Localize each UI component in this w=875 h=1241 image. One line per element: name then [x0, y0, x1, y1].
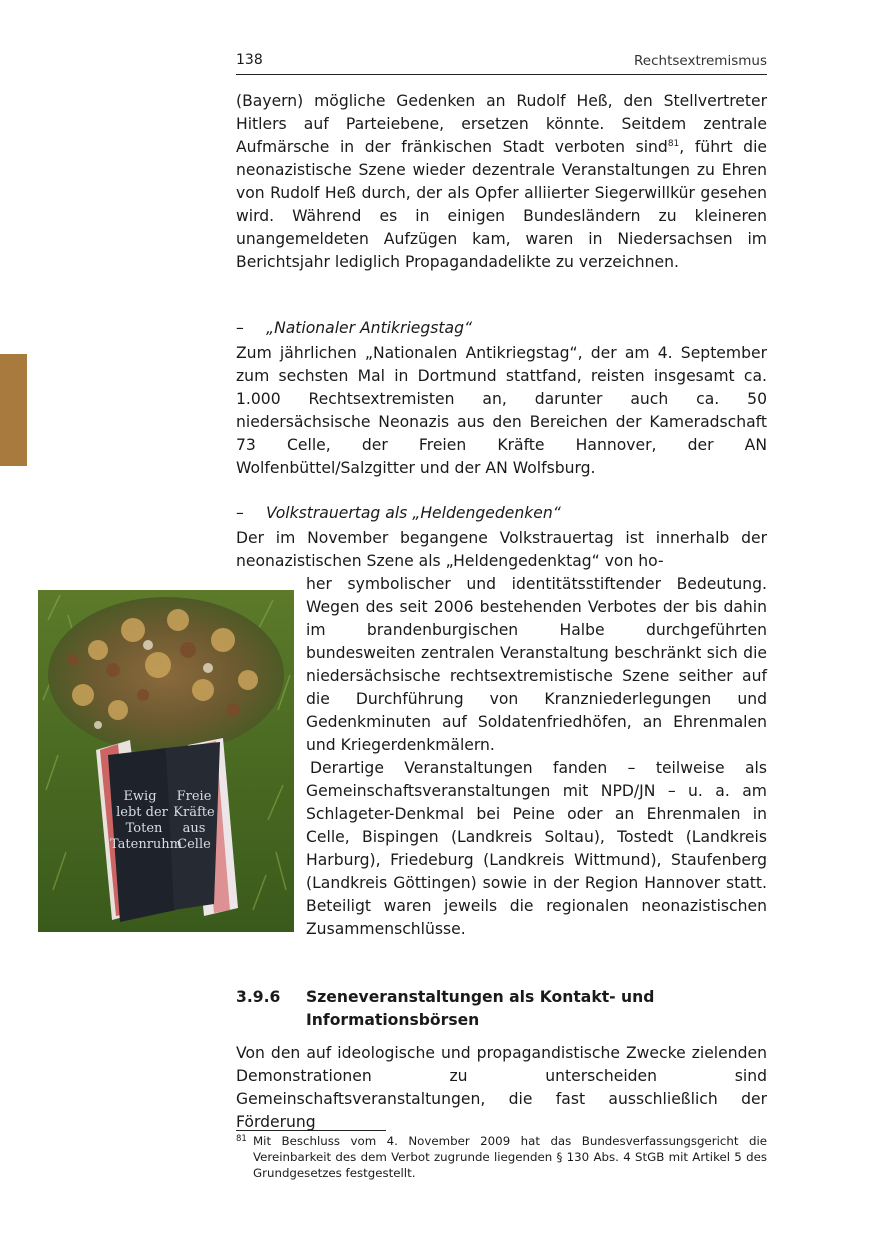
ribbon-left-line-1: Ewig [123, 789, 157, 804]
paragraph-volkstrauertag-wrap: her symbolischer und identitätsstiftender Bedeutung. Wegen des seit 2006 bestehenden Verbotes der bis dahin im brandenburgischen Halbe durchgeführten bundesweiten zentralen Veranstaltung beschränkt sich die niedersächsische rechtsextremistische Szene seither auf die Durchführung von Kranzniederlegungen und Gedenkminuten auf Soldatenfriedhöfen, an Ehrenmalen und Kriegerdenkmälern. [306, 575, 767, 754]
paragraph-hess: (Bayern) mögliche Gedenken an Rudolf Heß, den Stellvertreter Hitlers auf Parteiebene, ersetzen könnte. Seitdem zentrale Aufmärsche in der fränkischen Stadt verboten sind$^{81}$, führt die neonazistische Szene wieder dezentrale Veranstaltungen zu Ehren von Rudolf Heß durch, der als Opfer alliierter Siegerwillkür gesehen wird. Während es in einigen Bundesländern zu kleineren unangemeldeten Aufzügen kam, waren in Niedersachsen im Berichtsjahr lediglich Propagandadelikte zu verzeichnen. [236, 92, 768, 271]
ribbon-left-line-2: lebt der [116, 805, 168, 820]
dash-bullet: – [236, 319, 244, 337]
footnote [236, 1133, 767, 1181]
paragraph-volkstrauertag-intro: Der im November begangene Volkstrauertag ist innerhalb der neonazistischen Szene als „Heldengedenktag“ von ho- [236, 529, 767, 570]
ribbon-right-line-4: Celle [177, 837, 211, 852]
ribbon-left-line-4: Tatenruhm [110, 837, 182, 852]
ribbon-right-line-3: aus [182, 821, 206, 836]
paragraph-antikriegstag: Zum jährlichen „Nationalen Antikriegstag“, der am 4. September zum sechsten Mal in Dortmund stattfand, reisten insgesamt ca. 1.000 Rechtsextremisten an, darunter auch ca. 50 niedersächsische Neonazis aus den Bereichen der Kameradschaft 73 Celle, der Freien Kräfte Hannover, der AN Wolfenbüttel/Salzgitter und der AN Wolfsburg. [236, 344, 767, 477]
ribbon-left-line-3: Toten [125, 821, 163, 836]
running-title: Rechtsextremismus [634, 53, 767, 69]
wreath-photo [38, 590, 294, 932]
footnote-reference[interactable]: 81 [667, 138, 680, 149]
footnote-mark: 81 [236, 1134, 247, 1144]
section-title: Szeneveranstaltungen als Kontakt- und Informationsbörsen [306, 988, 655, 1029]
footnote-text: Mit Beschluss vom 4. November 2009 hat das Bundesverfassungsgericht die Vereinbarkeit des dem Verbot zugrunde liegenden § 130 Abs. 4 StGB mit Artikel 5 des Grundgesetzes festgestellt. [253, 1134, 767, 1180]
subheading-antikriegstag: – „Nationaler Antikriegstag“ [236, 317, 767, 340]
paragraph-szeneveranstaltungen: Von den auf ideologische und propagandistische Zwecke zielenden Demonstrationen zu unterscheiden sind Gemeinschaftsveranstaltungen, die fast ausschließlich der Förderung [236, 1044, 767, 1131]
subheading-volkstrauertag: – Volkstrauertag als „Heldengedenken“ [236, 502, 767, 525]
chapter-side-tab [0, 354, 27, 466]
wreath-photo-illustration [38, 590, 294, 932]
page-number: 138 [236, 52, 263, 68]
ribbon-right-line-1: Freie [176, 789, 212, 804]
page-header [236, 50, 767, 75]
ribbon-right-line-2: Kräfte [173, 805, 215, 820]
section-number: 3.9.6 [236, 988, 281, 1006]
footnote-divider [236, 1130, 386, 1131]
paragraph-veranstaltungen: Derartige Veranstaltungen fanden – teilweise als Gemeinschaftsveranstaltungen mit NPD/JN – u. a. am Schlageter-Denkmal bei Peine oder an Ehrenmalen in Celle, Bispingen (Landkreis Soltau), Tostedt (Landkreis Harburg), Friedeburg (Landkreis Wittmund), Staufenberg (Landkreis Göttingen) sowie in der Region Hannover statt. Beteiligt waren jeweils die regionalen neonazistischen Zusammenschlüsse. [306, 759, 767, 938]
dash-bullet: – [236, 504, 244, 522]
